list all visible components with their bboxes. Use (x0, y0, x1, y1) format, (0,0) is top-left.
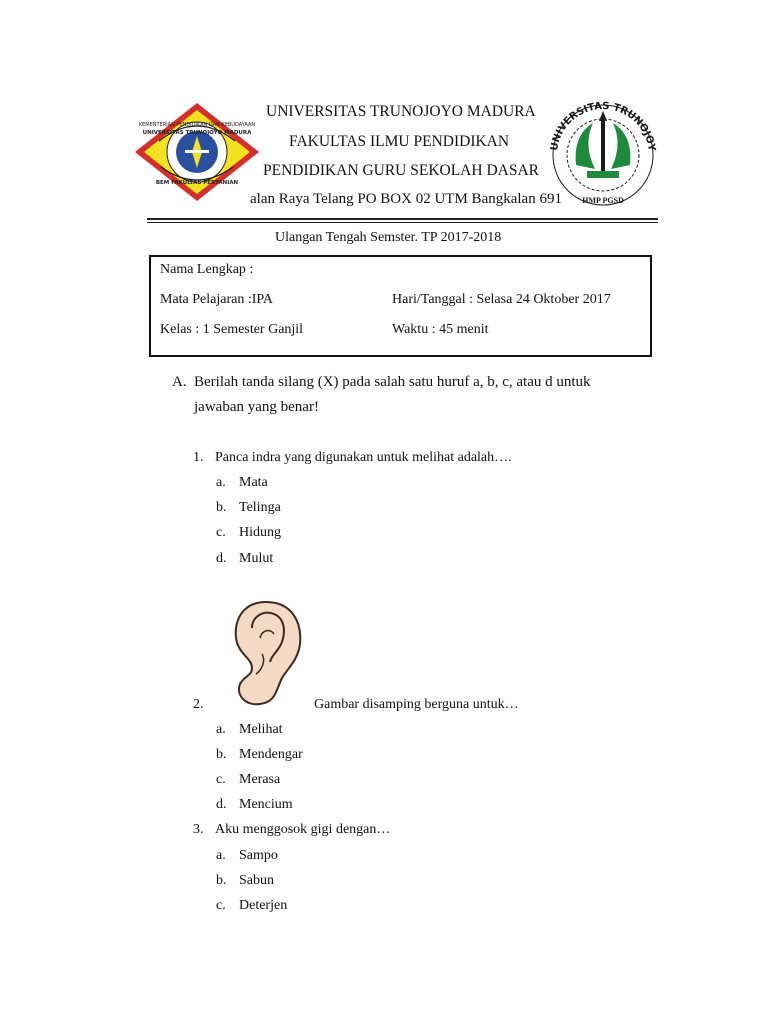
university-name: UNIVERSITAS TRUNOJOYO MADURA (266, 103, 536, 120)
option-letter: d. (216, 551, 227, 566)
option-letter: a. (216, 848, 226, 863)
date-label: Hari/Tanggal : Selasa 24 Oktober 2017 (392, 292, 611, 307)
option-letter: c. (216, 525, 226, 540)
question-number: 1. (193, 450, 204, 465)
option-text: Sampo (239, 848, 278, 863)
svg-text:UNIVERSITAS TRUNOJOYO MADURA: UNIVERSITAS TRUNOJOYO MADURA (142, 130, 252, 136)
option-letter: b. (216, 500, 227, 515)
exam-title: Ulangan Tengah Semster. TP 2017-2018 (275, 230, 502, 245)
section-instruction-line1: Berilah tanda silang (X) pada salah satu huruf a, b, c, atau d untuk (194, 374, 591, 390)
header-rule (147, 218, 658, 220)
section-letter: A. (172, 374, 187, 390)
option-text: Merasa (239, 772, 281, 787)
option-letter: c. (216, 772, 226, 787)
question-text: Gambar disamping berguna untuk… (314, 697, 519, 712)
svg-text:BEM FAKULTAS PERTANIAN: BEM FAKULTAS PERTANIAN (155, 180, 239, 186)
name-label: Nama Lengkap : (160, 262, 254, 277)
subject-label: Mata Pelajaran :IPA (160, 292, 274, 307)
question-number: 2. (193, 697, 204, 712)
option-letter: d. (216, 797, 227, 812)
class-label: Kelas : 1 Semester Ganjil (160, 322, 304, 337)
svg-text:KEMENTERIAN PENDIDIKAN DAN KEB: KEMENTERIAN PENDIDIKAN DAN KEBUDAYAAN (138, 122, 256, 128)
option-text: Sabun (239, 873, 274, 888)
option-text: Mencium (239, 797, 293, 812)
left-logo (133, 101, 261, 203)
option-text: Mendengar (239, 747, 303, 762)
right-logo (543, 95, 663, 207)
ear-image (222, 598, 308, 710)
svg-text:UNIVERSITAS TRUNOJOYO MADURA: UNIVERSITAS TRUNOJOY (549, 100, 657, 152)
time-label: Waktu : 45 menit (392, 322, 489, 337)
question-text: Panca indra yang digunakan untuk melihat adalah…. (215, 450, 512, 465)
program-name: PENDIDIKAN GURU SEKOLAH DASAR (263, 162, 539, 179)
option-text: Mulut (239, 551, 274, 566)
option-text: Telinga (239, 500, 281, 515)
option-letter: b. (216, 873, 227, 888)
option-letter: c. (216, 898, 226, 913)
faculty-name: FAKULTAS ILMU PENDIDIKAN (289, 133, 510, 150)
option-text: Mata (239, 475, 268, 490)
section-instruction-line2: jawaban yang benar! (194, 399, 319, 415)
option-letter: b. (216, 747, 227, 762)
header-rule-thin (147, 222, 658, 223)
option-text: Hidung (239, 525, 281, 540)
option-letter: a. (216, 475, 226, 490)
question-number: 3. (193, 822, 204, 837)
option-text: Melihat (239, 722, 283, 737)
question-text: Aku menggosok gigi dengan… (215, 822, 391, 837)
option-letter: a. (216, 722, 226, 737)
address: alan Raya Telang PO BOX 02 UTM Bangkalan 691 (250, 191, 562, 207)
svg-text:HMP PGSD: HMP PGSD (582, 196, 624, 205)
option-text: Deterjen (239, 898, 288, 913)
